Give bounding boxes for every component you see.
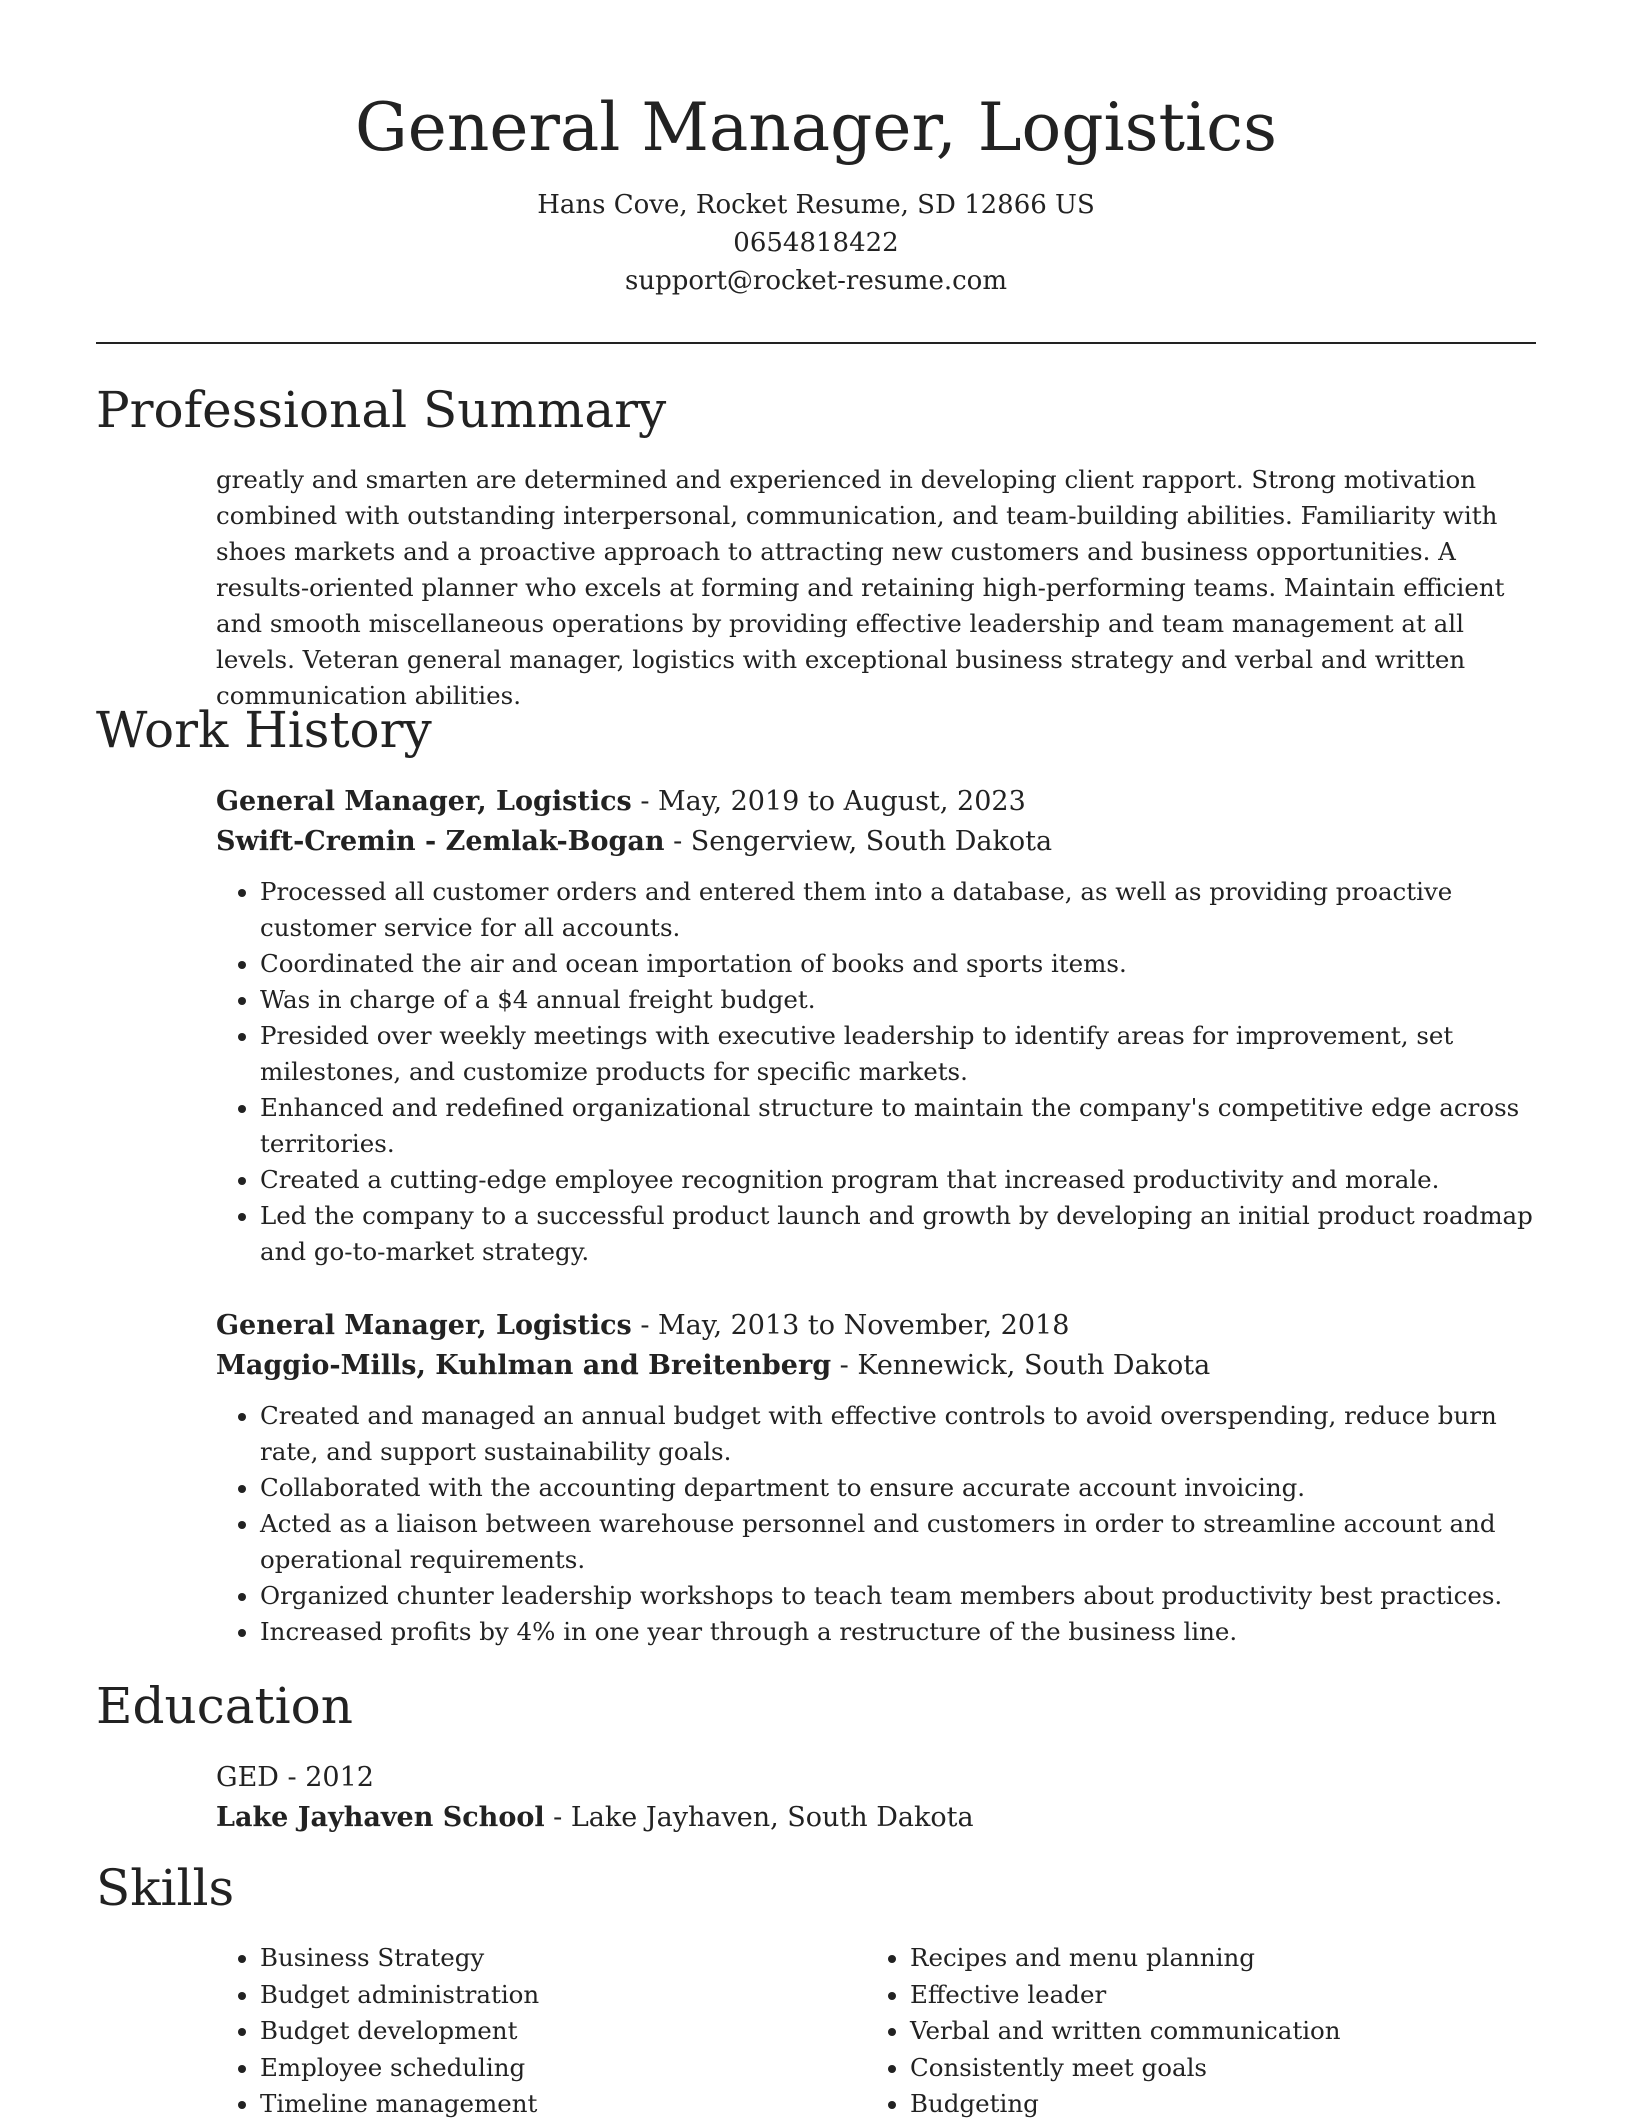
resume-header: [0, 0, 1632, 300]
contact-info: [0, 186, 1632, 300]
header-divider: [96, 342, 1536, 344]
skills-list: [866, 1940, 1466, 2123]
contact-phone: 0654818422: [733, 228, 899, 258]
job-title-line: [216, 782, 1536, 822]
education-degree: GED - 2012: [216, 1762, 374, 1793]
summary-heading: Professional Summary: [96, 381, 667, 439]
education-school-line: [216, 1798, 1536, 1838]
skills-list: [216, 1940, 816, 2123]
job-dates: - May, 2019 to August, 2023: [631, 786, 1026, 817]
skill-item: • Business Strategy: [260, 1940, 816, 1977]
skill-item: • Verbal and written communication: [910, 2013, 1466, 2050]
skill-item: • Timeline management: [260, 2086, 816, 2123]
list-item: • Created a cutting-edge employee recognition program that increased productivity and morale.: [260, 1162, 1536, 1198]
list-item: • Organized chunter leadership workshops to teach team members about productivity best practices.: [260, 1578, 1536, 1614]
contact-email: support@rocket-resume.com: [624, 266, 1007, 296]
list-item: • Presided over weekly meetings with executive leadership to identify areas for improvement, set milestones, and customize products for specific markets.: [260, 1018, 1536, 1090]
job-title: General Manager, Logistics: [216, 786, 632, 817]
skills-column-right: [866, 1940, 1466, 2123]
skills-heading: Skills: [96, 1859, 235, 1917]
summary-section: [216, 462, 1536, 714]
job-location: - Sengerview, South Dakota: [664, 826, 1053, 857]
job-entry: [216, 782, 1536, 1270]
summary-text: greatly and smarten are determined and experienced in developing client rapport. Strong motivation combined with outstanding interpersonal, communication, and team-building abilities. Familiarity with shoes markets and a proactive approach to attracting new customers and business opportunities. A results-oriented planner who excels at forming and retaining high-performing teams. Maintain efficient and smooth miscellaneous operations by providing effective leadership and team management at all levels. Veteran general manager, logistics with exceptional business strategy and verbal and written communication abilities.: [216, 465, 1505, 710]
job-dates: - May, 2013 to November, 2018: [631, 1310, 1070, 1341]
job-company-line: [216, 1346, 1536, 1386]
list-item: • Was in charge of a $4 annual freight budget.: [260, 982, 1536, 1018]
contact-address: Hans Cove, Rocket Resume, SD 12866 US: [537, 190, 1095, 220]
job-entry: [216, 1306, 1536, 1650]
work-history-heading: Work History: [96, 701, 432, 759]
skill-item: • Budget development: [260, 2013, 816, 2050]
job-location: - Kennewick, South Dakota: [831, 1350, 1211, 1381]
skills-column-left: [216, 1940, 816, 2123]
skill-item: • Budget administration: [260, 1977, 816, 2014]
education-location: - Lake Jayhaven, South Dakota: [544, 1802, 974, 1833]
resume-title: General Manager, Logistics: [355, 89, 1277, 166]
skill-item: • Consistently meet goals: [910, 2050, 1466, 2087]
job-company: Maggio-Mills, Kuhlman and Breitenberg: [216, 1350, 832, 1381]
job-title: General Manager, Logistics: [216, 1310, 632, 1341]
job-title-line: [216, 1306, 1536, 1346]
list-item: • Coordinated the air and ocean importation of books and sports items.: [260, 946, 1536, 982]
job-company-line: [216, 822, 1536, 862]
list-item: • Processed all customer orders and entered them into a database, as well as providing proactive customer service for all accounts.: [260, 874, 1536, 946]
skill-item: • Recipes and menu planning: [910, 1940, 1466, 1977]
list-item: • Enhanced and redefined organizational structure to maintain the company's competitive edge across territories.: [260, 1090, 1536, 1162]
list-item: • Created and managed an annual budget with effective controls to avoid overspending, reduce burn rate, and support sustainability goals.: [260, 1398, 1536, 1470]
job-bullets: [216, 1398, 1536, 1650]
job-company: Swift-Cremin - Zemlak-Bogan: [216, 826, 665, 857]
education-heading: Education: [96, 1677, 353, 1735]
list-item: • Led the company to a successful product launch and growth by developing an initial product roadmap and go-to-market strategy.: [260, 1198, 1536, 1270]
list-item: • Collaborated with the accounting department to ensure accurate account invoicing.: [260, 1470, 1536, 1506]
skill-item: • Budgeting: [910, 2086, 1466, 2123]
list-item: • Increased profits by 4% in one year through a restructure of the business line.: [260, 1614, 1536, 1650]
education-school: Lake Jayhaven School: [216, 1802, 545, 1833]
job-bullets: [216, 874, 1536, 1270]
skill-item: • Employee scheduling: [260, 2050, 816, 2087]
list-item: • Acted as a liaison between warehouse personnel and customers in order to streamline account and operational requirements.: [260, 1506, 1536, 1578]
education-section: [216, 1758, 1536, 1838]
skill-item: • Effective leader: [910, 1977, 1466, 2014]
